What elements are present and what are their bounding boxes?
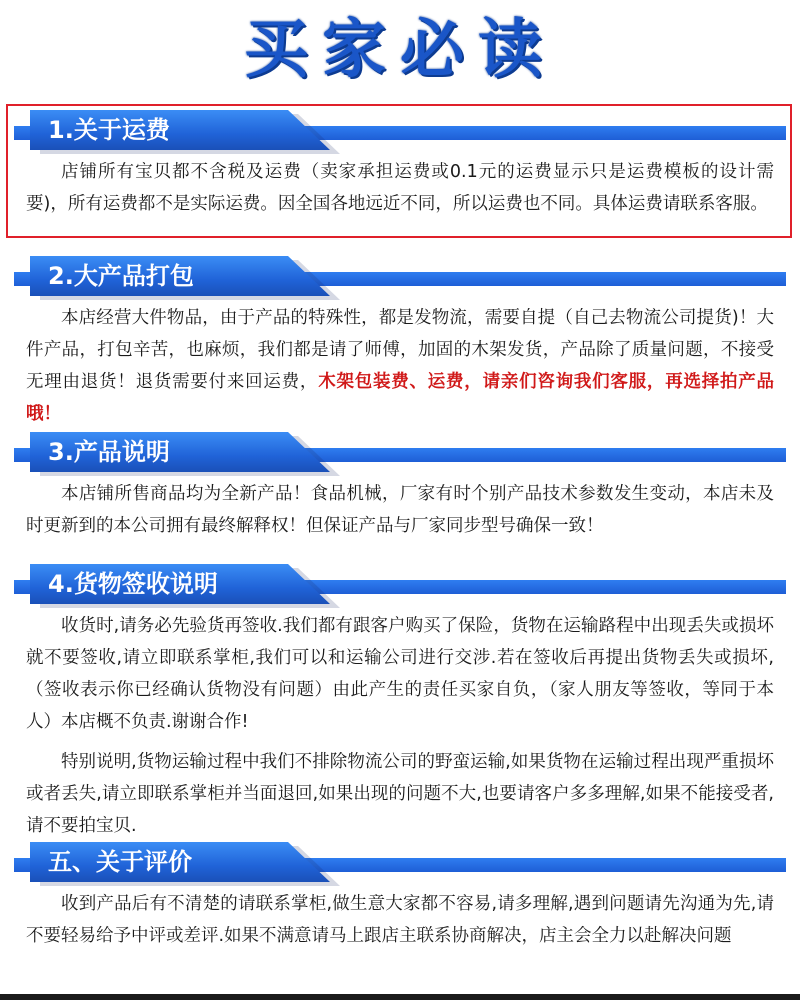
paragraph-text: 本店铺所售商品均为全新产品！食品机械，厂家有时个别产品技术参数发生变动，本店未及时更新到的本公司拥有最终解释权！但保证产品与厂家同步型号确保一致！ bbox=[26, 484, 774, 536]
section-banner bbox=[0, 110, 800, 152]
section-heading: 五、关于评价 bbox=[48, 848, 192, 876]
paragraph-text: 特别说明,货物运输过程中我们不排除物流公司的野蛮运输,如果货物在运输过程出现严重损坏或者丢失,请立即联系掌柜并当面退回,如果出现的问题不大,也要请客户多多理解,如果不能接受者,请不要拍宝贝. bbox=[26, 752, 774, 836]
page-title: 买家必读 bbox=[244, 12, 556, 87]
section-review bbox=[0, 842, 800, 952]
section-banner bbox=[0, 432, 800, 474]
section-shipping bbox=[0, 110, 800, 220]
section-heading: 2.大产品打包 bbox=[48, 262, 194, 290]
section-heading: 1.关于运费 bbox=[48, 116, 170, 144]
section-paragraph bbox=[0, 888, 800, 952]
section-paragraph bbox=[0, 478, 800, 542]
paragraph-text: 收到产品后有不清楚的请联系掌柜,做生意大家都不容易,请多理解,遇到问题请先沟通为先,请不要轻易给予中评或差评.如果不满意请马上跟店主联系协商解决，店主会全力以赴解决问题 bbox=[26, 894, 774, 946]
section-banner bbox=[0, 256, 800, 298]
section-heading: 3.产品说明 bbox=[48, 438, 170, 466]
section-heading: 4.货物签收说明 bbox=[48, 570, 218, 598]
section-paragraph bbox=[0, 156, 800, 220]
paragraph-text: 店铺所有宝贝都不含税及运费（卖家承担运费或0.1元的运费显示只是运费模板的设计需要)，所有运费都不是实际运费。因全国各地远近不同，所以运费也不同。具体运费请联系客服。 bbox=[26, 162, 774, 214]
paragraph-text: 本店经营大件物品，由于产品的特殊性，都是发物流，需要自提（自己去物流公司提货)！大件产品，打包辛苦，也麻烦，我们都是请了师傅，加固的木架发货，产品除了质量问题，不接受无理由退货！退货需要付来回运费， bbox=[26, 308, 774, 392]
bottom-bar bbox=[0, 994, 800, 1000]
section-banner bbox=[0, 564, 800, 606]
paragraph-text: 收货时,请务必先验货再签收.我们都有跟客户购买了保险，货物在运输路程中出现丢失或损坏就不要签收,请立即联系掌柜,我们可以和运输公司进行交涉.若在签收后再提出货物丢失或损坏,（签收表示你已经确认货物没有问题）由此产生的责任买家自负，（家人朋友等签收，等同于本人）本店概不负责.谢谢合作! bbox=[26, 616, 774, 732]
section-product-info bbox=[0, 432, 800, 542]
section-receipt bbox=[0, 564, 800, 842]
section-paragraph bbox=[0, 302, 800, 430]
section-paragraph bbox=[0, 746, 800, 842]
section-paragraph bbox=[0, 610, 800, 738]
section-packaging bbox=[0, 256, 800, 430]
emphasis-text: 木架包装费、运费，请亲们咨询我们客服，再选择拍产品哦！ bbox=[26, 372, 775, 424]
section-banner bbox=[0, 842, 800, 884]
